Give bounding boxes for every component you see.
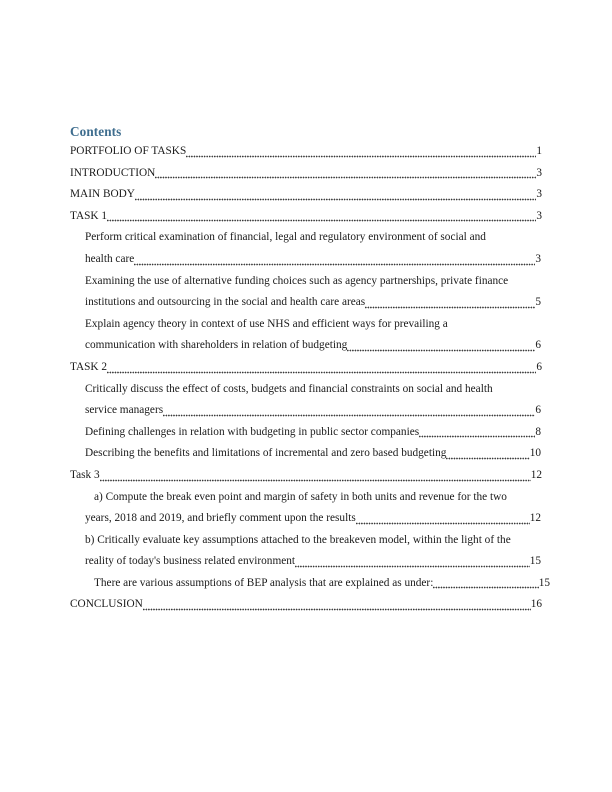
toc-entry[interactable] (70, 184, 542, 206)
toc-entry[interactable] (85, 227, 541, 270)
toc-entry-list (70, 141, 550, 616)
toc-entry-label: There are various assumptions of BEP analysis that are explained as under: (94, 576, 434, 589)
toc-entry-label: reality of today's business related environment (85, 555, 296, 568)
toc-entry-label: Task 3 (70, 468, 100, 481)
toc-entry-text: Perform critical examination of financial, legal and regulatory environment of social and (85, 231, 486, 244)
toc-entry[interactable] (85, 573, 550, 595)
toc-entry-label: Defining challenges in relation with budgeting in public sector companies (85, 425, 420, 438)
toc-entry[interactable] (85, 487, 541, 530)
toc-dot-leader (134, 259, 535, 270)
toc-dot-leader (135, 194, 536, 205)
toc-page-number: 6 (535, 404, 541, 417)
toc-dot-leader (155, 172, 536, 183)
contents-heading: Contents (70, 124, 122, 139)
toc-entry-text: Critically discuss the effect of costs, budgets and financial constraints on social and health (85, 382, 493, 395)
toc-entry[interactable] (85, 271, 541, 314)
table-of-contents (70, 124, 550, 616)
toc-entry-text: b) Critically evaluate key assumptions attached to the breakeven model, within the light of the (85, 533, 511, 546)
toc-entry-label: PORTFOLIO OF TASKS (70, 145, 187, 157)
toc-entry-label: TASK 2 (70, 360, 108, 373)
toc-dot-leader (446, 453, 529, 464)
toc-page-number: 3 (536, 188, 542, 201)
toc-entry[interactable] (85, 379, 541, 422)
toc-dot-leader (356, 518, 530, 529)
toc-entry-label: INTRODUCTION (70, 166, 156, 179)
toc-leader-line (85, 551, 541, 573)
toc-page-number: 3 (535, 252, 541, 265)
toc-entry-text: a) Compute the break even point and margin of safety in both units and revenue for the two (94, 490, 507, 503)
toc-dot-leader (295, 561, 530, 572)
toc-entry[interactable] (85, 443, 541, 465)
toc-leader-line (85, 335, 541, 357)
toc-leader-line (70, 163, 542, 185)
toc-dot-leader (107, 215, 536, 226)
toc-leader-line (85, 400, 541, 422)
toc-page-number: 6 (535, 339, 541, 352)
toc-entry[interactable] (70, 465, 542, 487)
toc-page-number: 12 (530, 468, 542, 481)
toc-page-number: 3 (536, 166, 542, 179)
toc-leader-line (85, 573, 550, 595)
toc-dot-leader (100, 475, 531, 486)
toc-page-number: 15 (538, 576, 550, 589)
toc-dot-leader (347, 345, 535, 356)
toc-entry[interactable] (70, 594, 542, 616)
toc-dot-leader (107, 367, 536, 378)
toc-entry-label: CONCLUSION (70, 598, 143, 611)
toc-page-number: 16 (530, 598, 542, 611)
toc-entry[interactable] (85, 314, 541, 357)
toc-entry[interactable] (85, 530, 541, 573)
toc-dot-leader (433, 582, 538, 593)
toc-dot-leader (419, 431, 535, 442)
toc-entry[interactable] (70, 357, 542, 379)
toc-leader-line (85, 422, 541, 444)
toc-entry-label: TASK 1 (70, 209, 108, 222)
toc-entry-label: communication with shareholders in relation of budgeting (85, 339, 348, 352)
toc-dot-leader (143, 604, 531, 615)
toc-leader-line (85, 249, 541, 271)
toc-entry-label: service managers (85, 404, 164, 417)
toc-dot-leader (163, 410, 535, 421)
toc-entry-label: Describing the benefits and limitations of incremental and zero based budgeting (85, 447, 447, 460)
toc-leader-line (70, 357, 542, 379)
toc-leader-line (70, 465, 542, 487)
toc-leader-line (70, 594, 542, 616)
toc-page-number: 6 (536, 360, 542, 373)
toc-page-number: 12 (529, 512, 541, 525)
toc-entry[interactable] (70, 163, 542, 185)
toc-page-number: 15 (529, 555, 541, 568)
toc-page-number: 1 (536, 145, 542, 157)
toc-entry[interactable] (85, 422, 541, 444)
toc-leader-line (85, 508, 541, 530)
toc-leader-line (85, 292, 541, 314)
toc-leader-line (70, 184, 542, 206)
toc-entry-text: Explain agency theory in context of use NHS and efficient ways for prevailing a (85, 317, 448, 330)
toc-dot-leader (365, 302, 535, 313)
toc-entry-label: health care (85, 252, 135, 265)
toc-dot-leader (186, 151, 536, 162)
toc-entry-label: MAIN BODY (70, 188, 135, 201)
toc-entry-label: institutions and outsourcing in the social and health care areas (85, 296, 366, 309)
toc-leader-line (85, 443, 541, 465)
toc-leader-line (70, 206, 542, 228)
toc-page-number: 5 (535, 296, 541, 309)
toc-page-number: 10 (529, 447, 541, 460)
toc-leader-line (70, 141, 542, 163)
toc-page-number: 3 (536, 209, 542, 222)
toc-entry-label: years, 2018 and 2019, and briefly comment upon the results (85, 512, 356, 525)
toc-entry-text: Examining the use of alternative funding choices such as agency partnerships, private finance (85, 274, 509, 287)
toc-page-number: 8 (535, 425, 541, 438)
toc-entry[interactable] (70, 141, 542, 163)
toc-entry[interactable] (70, 206, 542, 228)
